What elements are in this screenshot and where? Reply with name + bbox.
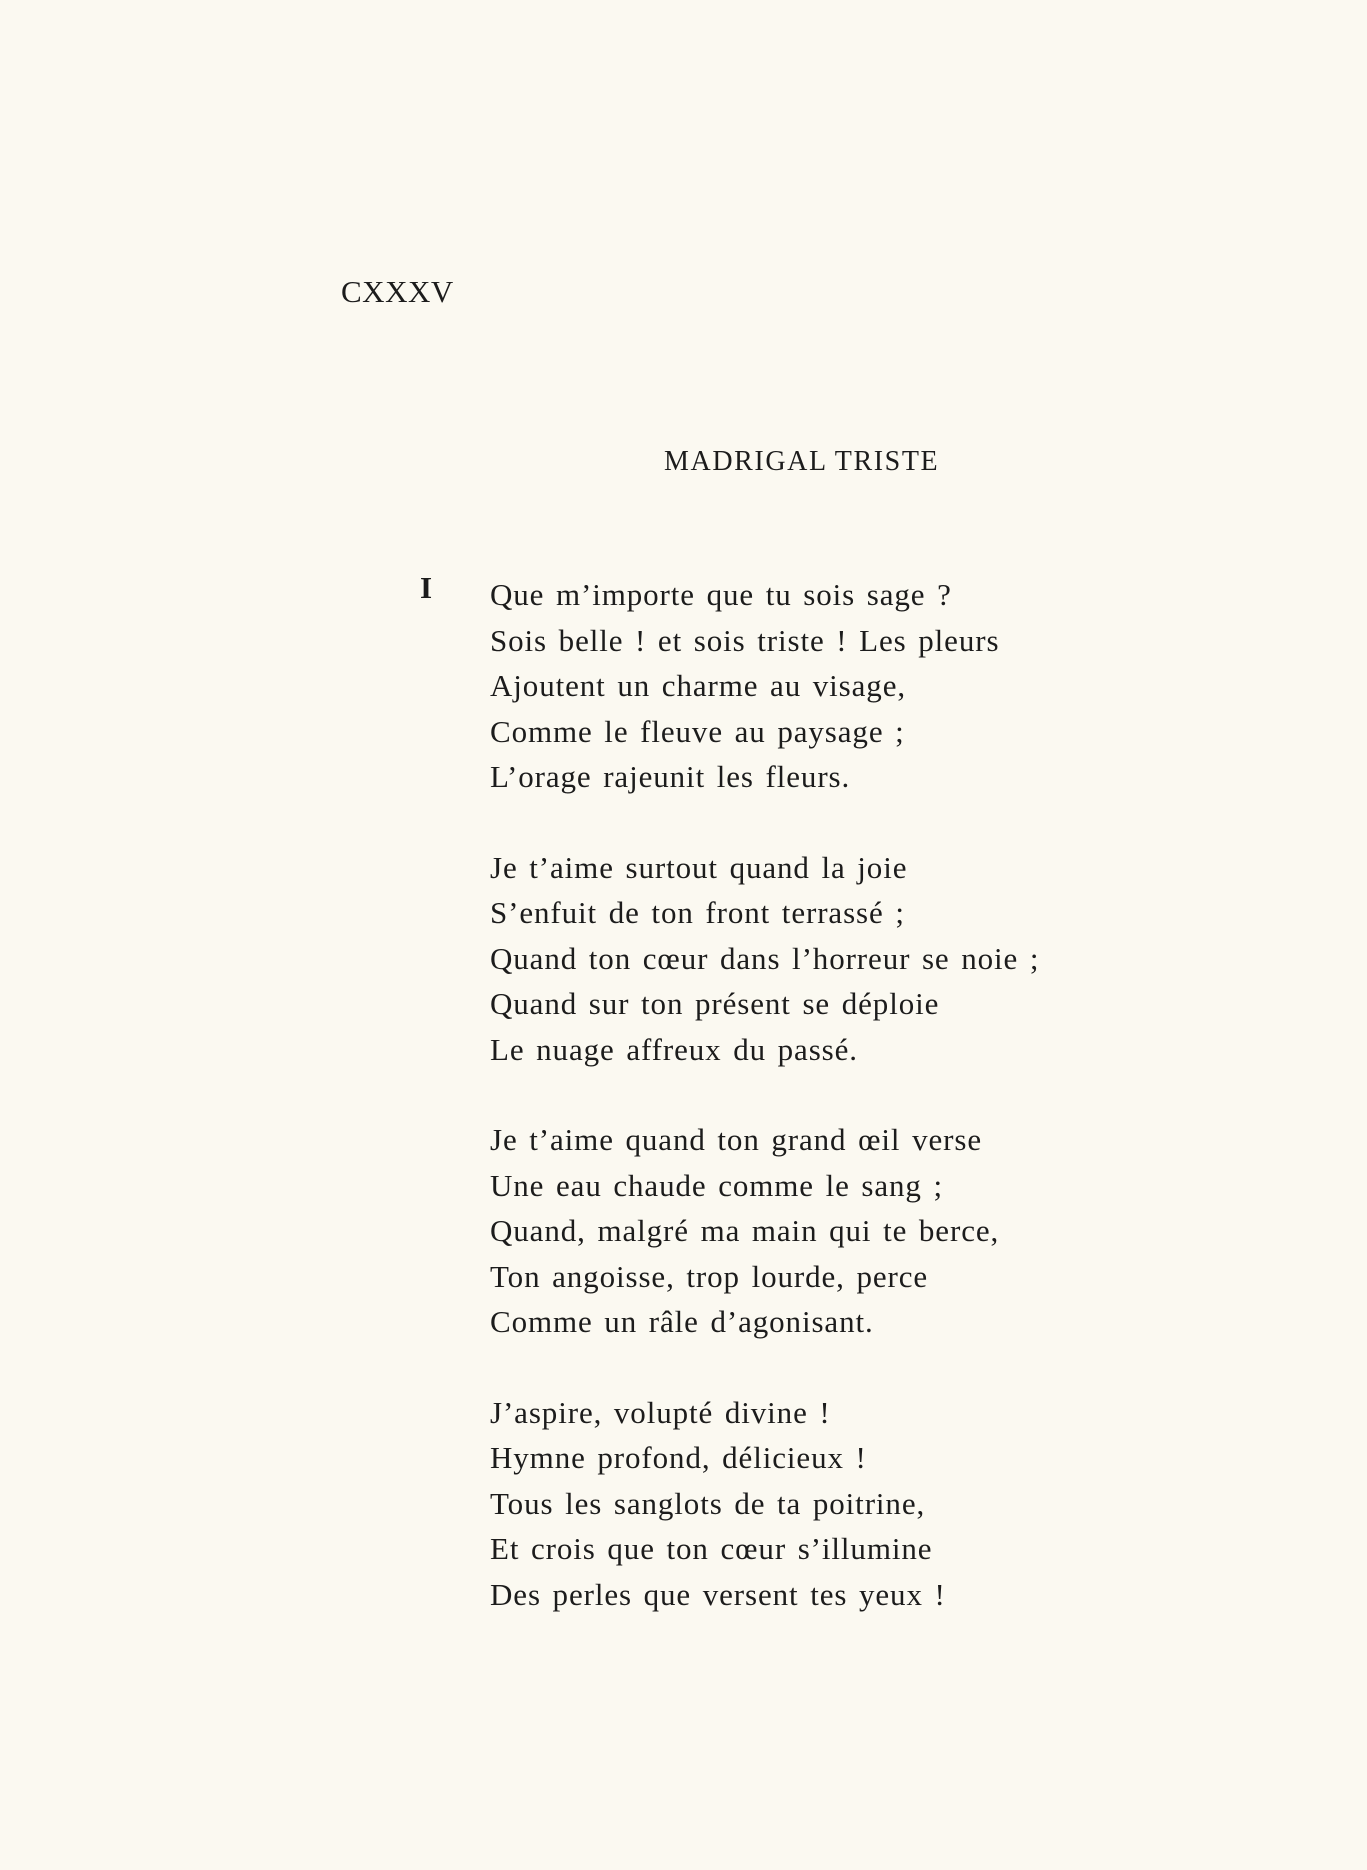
- section-numeral: I: [420, 570, 433, 605]
- verse-line: Ajoutent un charme au visage,: [490, 668, 907, 703]
- stanza-1: [490, 572, 1210, 800]
- verse-line: Comme le fleuve au paysage ;: [490, 713, 905, 749]
- verse-line: Quand, malgré ma main qui te berce,: [490, 1213, 1000, 1248]
- verse-line: Comme un râle d’agonisant.: [490, 1304, 874, 1339]
- stanza-3: [490, 1117, 1210, 1345]
- poem-title: MADRIGAL TRISTE: [664, 446, 940, 477]
- stanza-2: [490, 845, 1210, 1073]
- verse-line: Je t’aime quand ton grand œil verse: [490, 1122, 982, 1157]
- verse-line: Sois belle ! et sois triste ! Les pleurs: [490, 622, 1000, 658]
- verse-line: Et crois que ton cœur s’illumine: [490, 1531, 933, 1566]
- verse-line: Hymne profond, délicieux !: [490, 1440, 867, 1475]
- verse-line: Tous les sanglots de ta poitrine,: [490, 1485, 926, 1521]
- verse-line: Quand sur ton présent se déploie: [490, 986, 940, 1021]
- verse-line: Le nuage affreux du passé.: [490, 1031, 858, 1067]
- verse-line: S’enfuit de ton front terrassé ;: [490, 895, 905, 930]
- verse-line: Je t’aime surtout quand la joie: [490, 849, 908, 885]
- verse-line: Des perles que versent tes yeux !: [490, 1576, 946, 1612]
- verse-line: Une eau chaude comme le sang ;: [490, 1167, 943, 1203]
- verse-line: J’aspire, volupté divine !: [490, 1394, 831, 1430]
- poem-number: CXXXV: [341, 274, 454, 309]
- verse-line: Ton angoisse, trop lourde, perce: [490, 1258, 929, 1294]
- verse-line: L’orage rajeunit les fleurs.: [490, 759, 851, 794]
- verse-line: Quand ton cœur dans l’horreur se noie ;: [490, 940, 1040, 976]
- stanza-4: [490, 1390, 1210, 1618]
- poem-body: [490, 572, 1210, 1662]
- verse-line: Que m’importe que tu sois sage ?: [490, 577, 952, 612]
